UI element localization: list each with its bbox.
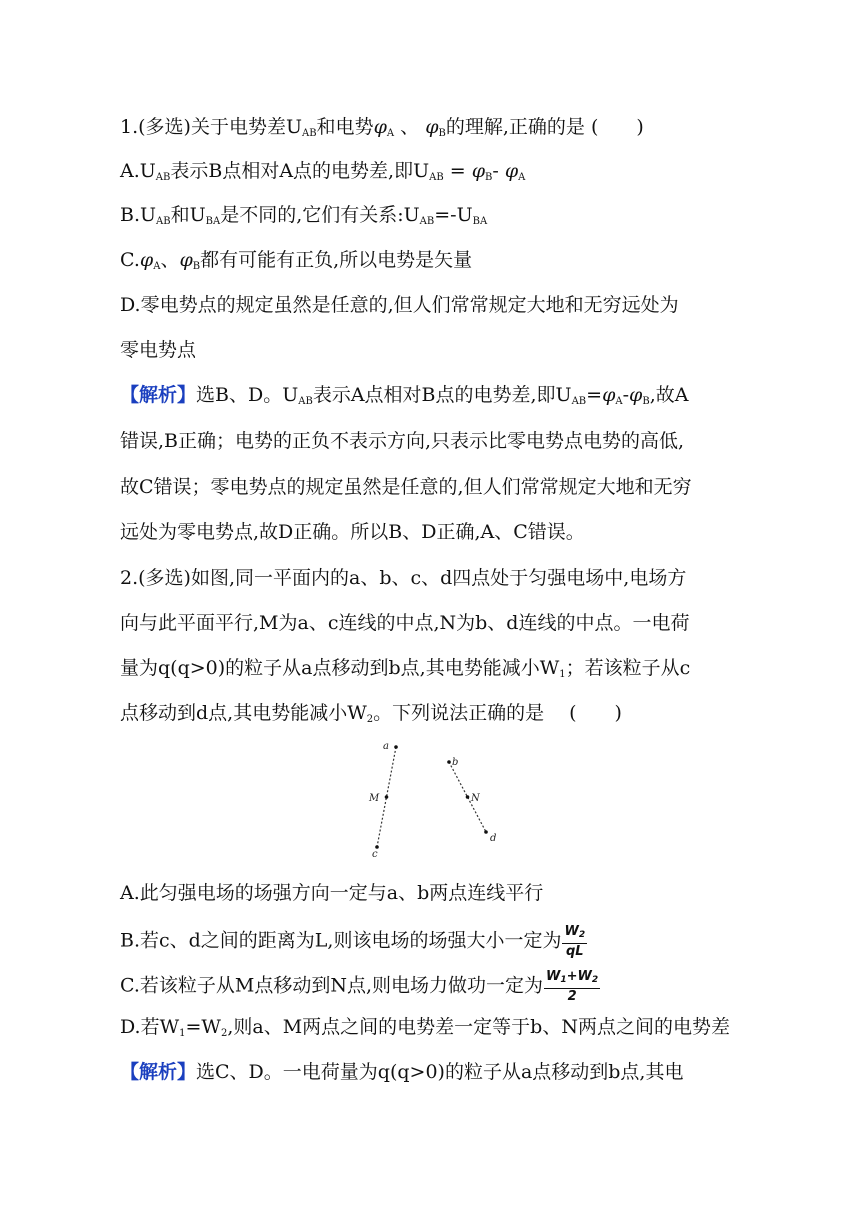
q1-option-c [120, 247, 760, 280]
fraction-denominator: qL [565, 944, 584, 959]
option-text: C. [120, 249, 140, 271]
math-text: W [564, 924, 579, 939]
subscript: BA [205, 216, 221, 227]
q1-stem-text: 、 [394, 116, 426, 138]
subscript: A [615, 396, 623, 407]
option-text: = [443, 160, 472, 182]
analysis-text: 选B、D。U [196, 384, 299, 406]
q2-stem-line3 [120, 655, 760, 688]
subscript: BA [472, 216, 488, 227]
phi-symbol: φ [629, 384, 643, 406]
fraction-w2-over-qL [562, 924, 587, 959]
analysis-text: - [622, 384, 630, 406]
subscript: B [192, 261, 201, 272]
subscript: AB [298, 396, 313, 407]
q1-option-d-cont: 零电势点 [120, 339, 197, 361]
q1-analysis-line3: 故C错误；零电势点的规定虽然是任意的,但人们常常规定大地和无穷 [120, 476, 692, 498]
subscript: AB [156, 216, 171, 227]
analysis-tag: 【解析】 [120, 1061, 197, 1083]
option-text: - [492, 160, 505, 182]
subscript: 2 [220, 1028, 228, 1039]
math-text: W [546, 969, 561, 984]
option-text: 、 [160, 249, 180, 271]
subscript: AB [429, 172, 444, 183]
phi-symbol: φ [139, 249, 154, 271]
analysis-text: 选C、D。一电荷量为q(q>0)的粒子从a点移动到b点,其电 [196, 1061, 684, 1083]
point-a [394, 745, 398, 749]
q2-option-c [120, 969, 760, 1004]
q2-option-b [120, 924, 760, 959]
option-text: 表示B点相对A点的电势差,即U [170, 160, 430, 182]
subscript: 2 [591, 975, 599, 985]
subscript: 1 [179, 1028, 186, 1039]
q1-option-a [120, 158, 760, 191]
option-text: =-U [434, 204, 473, 226]
label-a: a [383, 741, 389, 752]
q1-analysis-line4: 远处为零电势点,故D正确。所以B、D正确,A、C错误。 [120, 521, 585, 543]
subscript: AB [571, 396, 587, 407]
fraction-w1-plus-w2-over-2 [544, 969, 600, 1004]
label-n: N [471, 793, 480, 804]
q1-stem-text: 和电势 [316, 116, 374, 138]
phi-symbol: φ [425, 116, 439, 138]
point-m [385, 795, 389, 799]
fraction-numerator [562, 924, 587, 944]
point-n [466, 795, 470, 799]
subscript: 1 [560, 975, 567, 985]
analysis-text: = [586, 384, 603, 406]
q2-stem-line4 [120, 700, 760, 733]
subscript: AB [155, 172, 171, 183]
fraction-numerator [544, 969, 600, 989]
option-text: 和U [170, 204, 206, 226]
analysis-text: 表示A点相对B点的电势差,即U [312, 384, 572, 406]
option-text: C.若该粒子从M点移动到N点,则电场力做功一定为 [120, 974, 544, 997]
q1-analysis-line2: 错误,B正确；电势的正负不表示方向,只表示比零电势点电势的高低, [120, 430, 685, 452]
option-text: =W [185, 1016, 221, 1038]
math-text: +W [566, 969, 592, 984]
fraction-denominator: 2 [567, 989, 577, 1004]
analysis-tag: 【解析】 [120, 384, 197, 406]
subscript: 2 [366, 714, 374, 725]
option-text: 是不同的,它们有关系:U [220, 204, 420, 226]
label-m: M [369, 793, 380, 804]
subscript: AB [419, 216, 435, 227]
subscript: 2 [578, 930, 586, 940]
phi-symbol: φ [471, 160, 485, 182]
q2-stem-line1: 2.(多选)如图,同一平面内的a、b、c、d四点处于匀强电场中,电场方 [120, 567, 687, 589]
point-b [447, 760, 451, 764]
q1-stem-text: 的理解,正确的是 ( ) [445, 116, 644, 138]
q2-option-a: A.此匀强电场的场强方向一定与a、b两点连线平行 [120, 882, 544, 904]
label-c: c [372, 849, 378, 860]
phi-symbol: φ [179, 249, 193, 271]
subscript: 1 [559, 669, 566, 680]
q2-stem-line2: 向与此平面平行,M为a、c连线的中点,N为b、d连线的中点。一电荷 [120, 612, 690, 634]
subscript: A [518, 172, 526, 183]
subscript: B [642, 396, 650, 407]
analysis-text: ,故A [649, 384, 689, 406]
q2-stem-text: 。下列说法正确的是 ( ) [373, 702, 622, 724]
option-text: 都有可能有正负,所以电势是矢量 [200, 249, 473, 271]
q2-stem-text: 点移动到d点,其电势能减小W [120, 702, 367, 724]
option-text: A.U [120, 160, 156, 182]
option-text: ,则a、M两点之间的电势差一定等于b、N两点之间的电势差 [227, 1016, 730, 1038]
phi-symbol: φ [504, 160, 519, 182]
q1-option-b [120, 202, 760, 235]
q2-analysis [120, 1059, 760, 1085]
subscript: AB [301, 128, 317, 139]
q1-analysis [120, 382, 760, 415]
phi-symbol: φ [602, 384, 616, 406]
option-text: D.若W [120, 1016, 180, 1038]
field-points-figure [355, 735, 515, 860]
q2-stem-text: ；若该粒子从c [565, 657, 691, 679]
subscript: A [386, 128, 395, 139]
point-d [484, 830, 488, 834]
q2-stem-text: 量为q(q>0)的粒子从a点移动到b点,其电势能减小W [120, 657, 560, 679]
option-text: B.U [120, 204, 157, 226]
q1-stem [120, 114, 760, 147]
label-b: b [452, 757, 459, 768]
subscript: A [153, 261, 161, 272]
figure-svg [355, 735, 515, 860]
q1-stem-text: 1.(多选)关于电势差U [120, 116, 302, 138]
phi-symbol: φ [373, 116, 387, 138]
q2-option-d [120, 1014, 760, 1047]
q1-option-d: D.零电势点的规定虽然是任意的,但人们常常规定大地和无穷远处为 [120, 294, 679, 316]
label-d: d [490, 833, 497, 844]
subscript: B [485, 172, 493, 183]
option-text: B.若c、d之间的距离为L,则该电场的场强大小一定为 [120, 929, 562, 952]
subscript: B [438, 128, 446, 139]
